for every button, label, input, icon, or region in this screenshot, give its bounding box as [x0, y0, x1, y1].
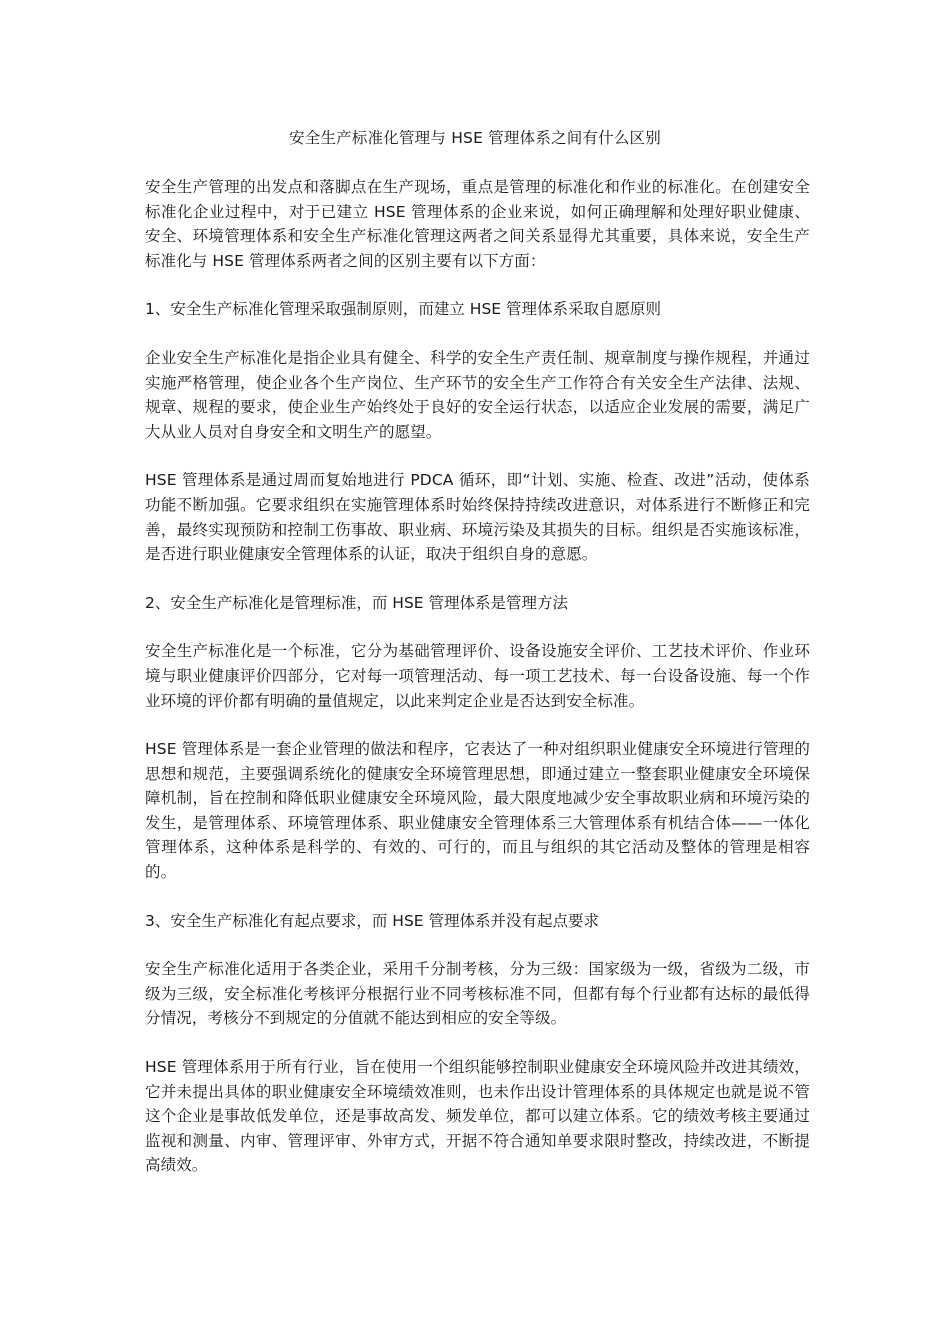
section-2-heading: 2、安全生产标准化是管理标准，而 HSE 管理体系是管理方法: [145, 593, 569, 612]
section-3-paragraph-2: HSE 管理体系用于所有行业，旨在使用一个组织能够控制职业健康安全环境风险并改进其绩效，它并未提出具体的职业健康安全环境绩效准则，也未作出设计管理体系的具体规定也就是说不管这个企业是事故低发单位，还是事故高发、频发单位，都可以建立体系。它的绩效考核主要通过监视和测量、内审、管理评审、外审方式，开据不符合通知单要求限时整改，持续改进，不断提高绩效。: [145, 1058, 810, 1175]
section-2-paragraph-2: HSE 管理体系是一套企业管理的做法和程序，它表达了一种对组织职业健康安全环境进行管理的思想和规范，主要强调系统化的健康安全环境管理思想，即通过建立一整套职业健康安全环境保障机制，旨在控制和降低职业健康安全环境风险，最大限度地减少安全事故职业病和环境污染的发生，是管理体系、环境管理体系、职业健康安全管理体系三大管理体系有机结合体——一体化管理体系，这种体系是科学的、有效的、可行的，而且与组织的其它活动及整体的管理是相容的。: [145, 740, 810, 882]
section-2-paragraph-1: 安全生产标准化是一个标准，它分为基础管理评价、设备设施安全评价、工艺技术评价、作业环境与职业健康评价四部分，它对每一项管理活动、每一项工艺技术、每一台设备设施、每一个作业环境的评价都有明确的量值规定，以此来判定企业是否达到安全标准。: [145, 642, 810, 710]
section-1-paragraph-1: 企业安全生产标准化是指企业具有健全、科学的安全生产责任制、规章制度与操作规程，并通过实施严格管理，使企业各个生产岗位、生产环节的安全生产工作符合有关安全生产法律、法规、规章、规程的要求，使企业生产始终处于良好的安全运行状态，以适应企业发展的需要，满足广大从业人员对自身安全和文明生产的愿望。: [145, 348, 810, 441]
section-3-paragraph-1: 安全生产标准化适用于各类企业，采用千分制考核，分为三级：国家级为一级，省级为二级，市级为三级，安全标准化考核评分根据行业不同考核标准不同，但都有每个行业都有达标的最低得分情况，考核分不到规定的分值就不能达到相应的安全等级。: [145, 960, 810, 1028]
section-1-paragraph-2: HSE 管理体系是通过周而复始地进行 PDCA 循环，即“计划、实施、检查、改进”活动，使体系功能不断加强。它要求组织在实施管理体系时始终保持持续改进意识，对体系进行不断修正和完善，最终实现预防和控制工伤事故、职业病、环境污染及其损失的目标。组织是否实施该标准，是否进行职业健康安全管理体系的认证，取决于组织自身的意愿。: [145, 471, 810, 564]
document-title: 安全生产标准化管理与 HSE 管理体系之间有什么区别: [289, 129, 661, 147]
section-1-heading: 1、安全生产标准化管理采取强制原则，而建立 HSE 管理体系采取自愿原则: [145, 300, 662, 319]
section-3-heading: 3、安全生产标准化有起点要求，而 HSE 管理体系并没有起点要求: [145, 911, 600, 930]
document-body: [145, 175, 810, 1202]
intro-paragraph: 安全生产管理的出发点和落脚点在生产现场，重点是管理的标准化和作业的标准化。在创建安全标准化企业过程中，对于已建立 HSE 管理体系的企业来说，如何正确理解和处理好职业健康、安全、环境管理体系和安全生产标准化管理这两者之间关系显得尤其重要，具体来说，安全生产标准化与 HSE 管理体系两者之间的区别主要有以下方面：: [145, 178, 810, 270]
